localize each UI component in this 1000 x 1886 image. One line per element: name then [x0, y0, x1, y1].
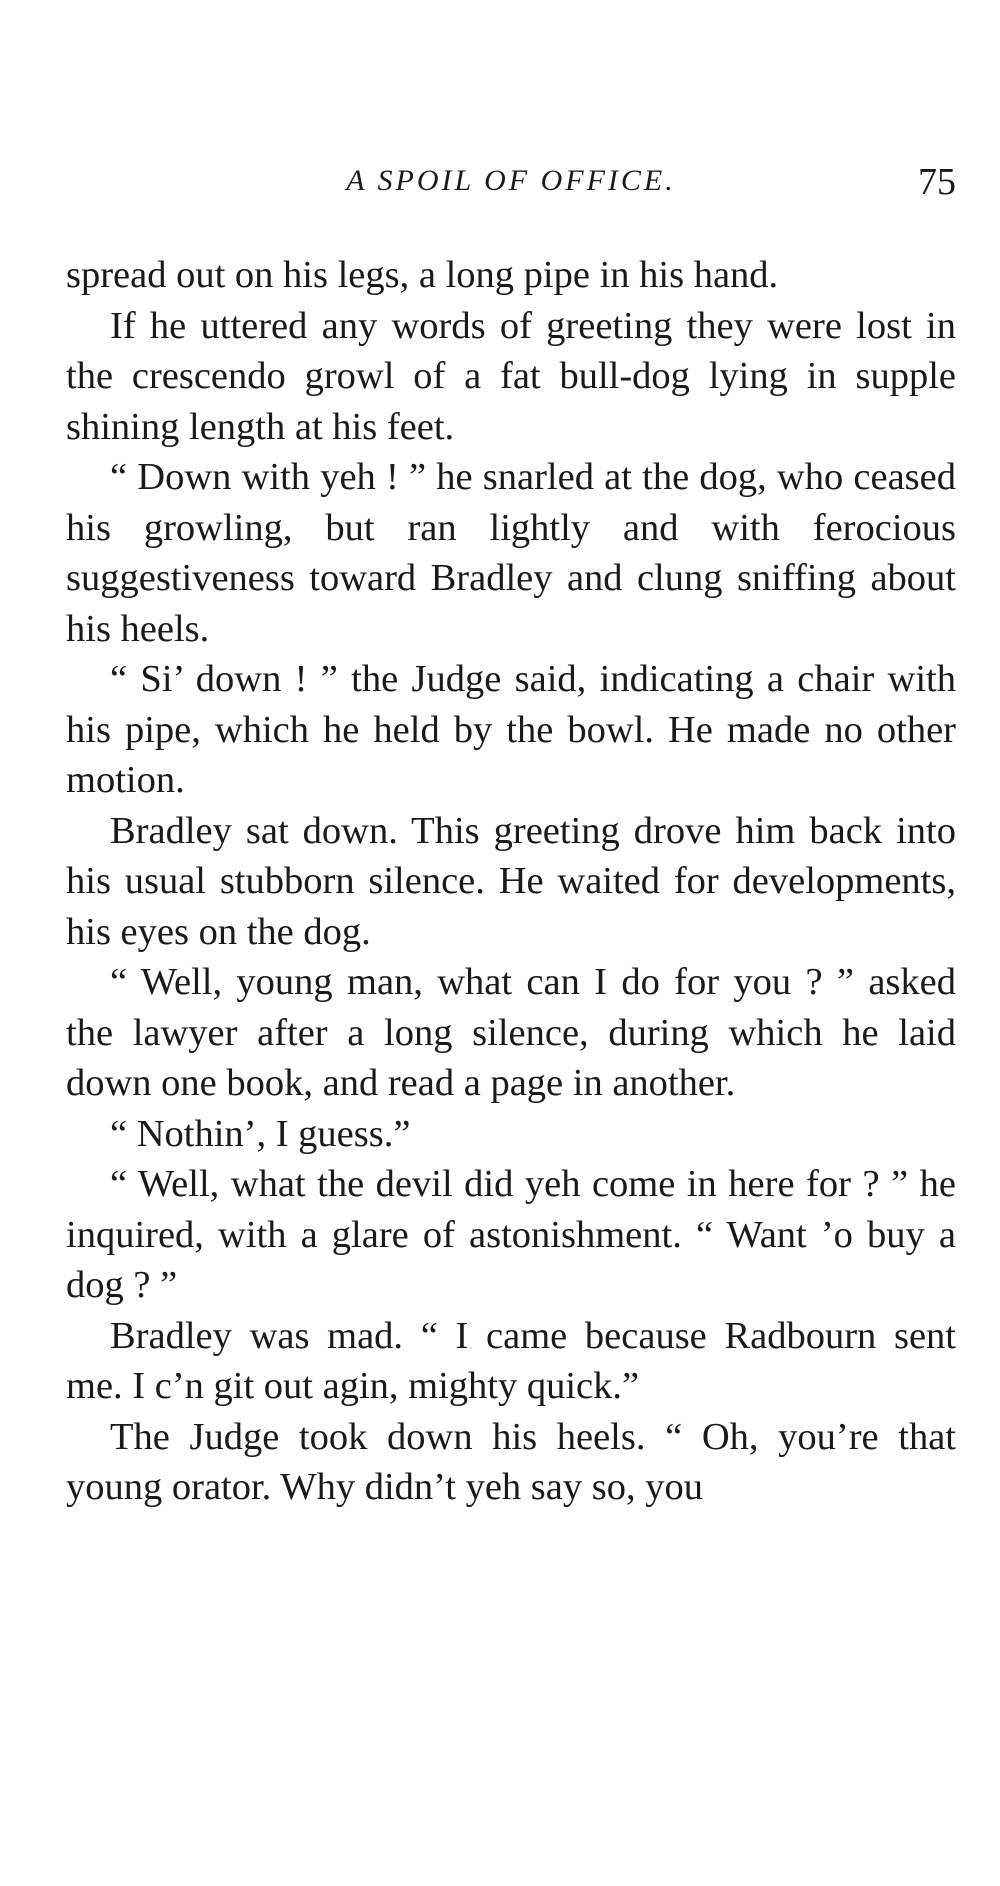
- running-title: A SPOIL OF OFFICE.: [346, 164, 676, 197]
- body-text: [66, 250, 956, 1513]
- paragraph: “ Nothin’, I guess.”: [110, 1112, 411, 1155]
- page-header: [66, 160, 956, 210]
- paragraph: “ Well, what the devil did yeh come in here for ? ” he inquired, with a glare of astonishment. “ Want ’o buy a dog ? ”: [66, 1163, 956, 1306]
- paragraph: If he uttered any words of greeting they were lost in the crescendo growl of a fat bull-dog lying in supple shining length at his feet.: [66, 304, 956, 448]
- page-number: 75: [918, 161, 956, 203]
- paragraph: “ Well, young man, what can I do for you ? ” asked the lawyer after a long silence, during which he laid down one book, and read a page in another.: [66, 961, 956, 1104]
- paragraph: Bradley was mad. “ I came because Radbourn sent me. I c’n git out agin, mighty quick.”: [66, 1314, 956, 1407]
- paragraph: “ Si’ down ! ” the Judge said, indicating a chair with his pipe, which he held by the bowl. He made no other motion.: [66, 658, 956, 801]
- paragraph: The Judge took down his heels. “ Oh, you’re that young orator. Why didn’t yeh say so, you: [66, 1415, 956, 1508]
- paragraph: “ Down with yeh ! ” he snarled at the dog, who ceased his growling, but ran lightly and with ferocious suggestiveness toward Bradley and clung sniffing about his heels.: [66, 456, 956, 650]
- paragraph: spread out on his legs, a long pipe in his hand.: [66, 254, 779, 296]
- paragraph: Bradley sat down. This greeting drove him back into his usual stubborn silence. He waited for developments, his eyes on the dog.: [66, 809, 956, 953]
